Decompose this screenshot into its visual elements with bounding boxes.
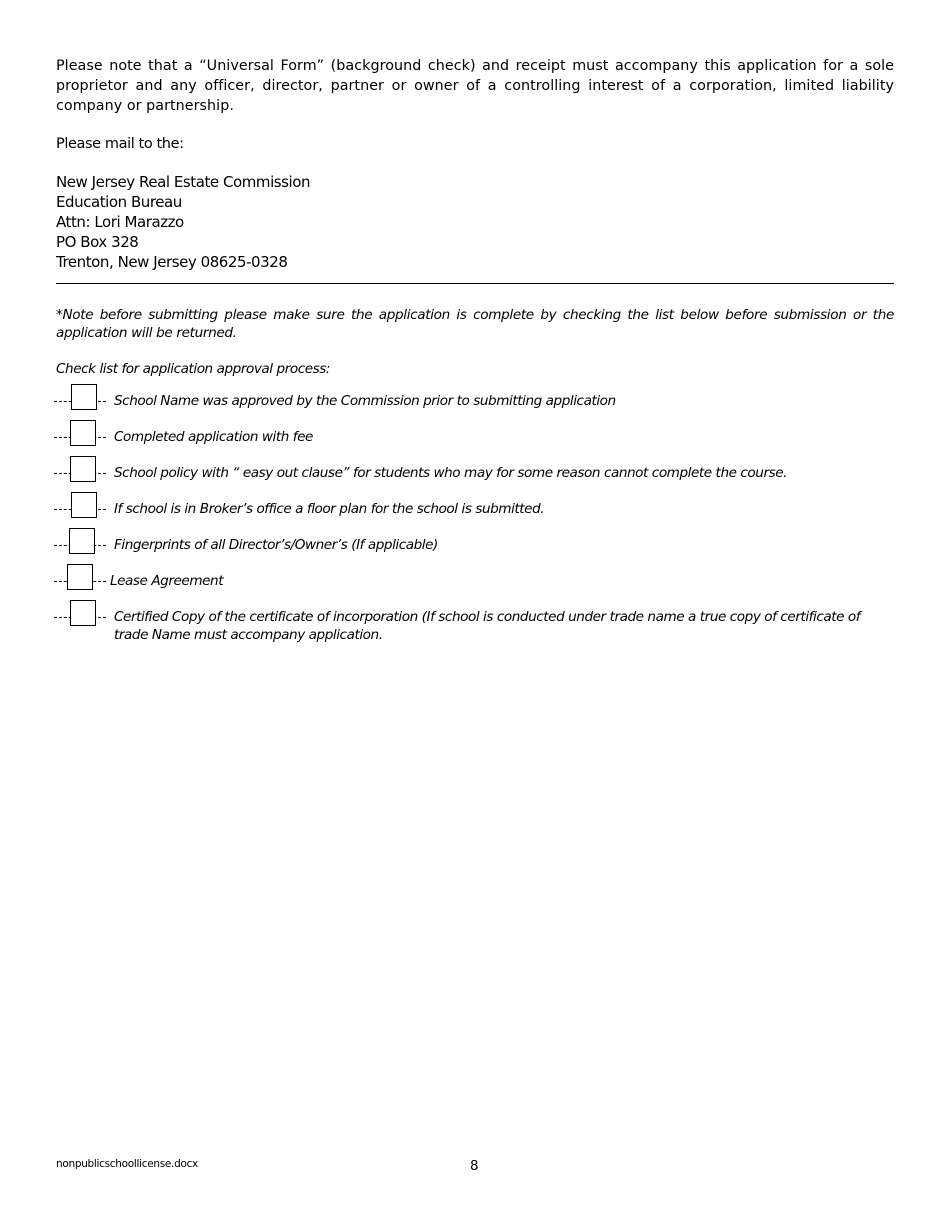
checklist-item-lease-agreement bbox=[56, 566, 894, 602]
checkbox-floor-plan[interactable] bbox=[71, 492, 97, 518]
checklist-item-certificate bbox=[56, 602, 894, 644]
checklist-title: Check list for application approval process: bbox=[56, 361, 331, 377]
checklist-item-label: Certified Copy of the certificate of incorporation (If school is conducted under trade name a true copy of certificate of trade Name must accompany application. bbox=[114, 609, 861, 643]
checklist-item-school-name bbox=[56, 386, 894, 422]
address-line-5: Trenton, New Jersey 08625-0328 bbox=[56, 253, 288, 271]
address-line-3: Attn: Lori Marazzo bbox=[56, 213, 184, 231]
address-line-2: Education Bureau bbox=[56, 193, 182, 211]
intro-paragraph: Please note that a “Universal Form” (background check) and receipt must accompany this application for a sole proprietor and any officer, director, partner or owner of a controlling interest of a corporation, limited liability company or partnership. bbox=[56, 58, 894, 114]
mailing-address bbox=[56, 172, 894, 272]
checklist-item-label: Fingerprints of all Director’s/Owner’s (If applicable) bbox=[114, 537, 438, 553]
checklist-item-label: Lease Agreement bbox=[110, 573, 224, 589]
checklist-item-fingerprints bbox=[56, 530, 894, 566]
checklist-item-label: School Name was approved by the Commission prior to submitting application bbox=[114, 393, 616, 409]
document-page bbox=[56, 56, 894, 644]
checkbox-school-name[interactable] bbox=[71, 384, 97, 410]
checklist-item-label: Completed application with fee bbox=[114, 429, 313, 445]
checklist-item-label: If school is in Broker’s office a floor plan for the school is submitted. bbox=[114, 501, 545, 517]
checkbox-school-policy[interactable] bbox=[70, 456, 96, 482]
mail-label: Please mail to the: bbox=[56, 136, 184, 152]
checkbox-certificate[interactable] bbox=[70, 600, 96, 626]
address-line-1: New Jersey Real Estate Commission bbox=[56, 173, 311, 191]
checklist-item-school-policy bbox=[56, 458, 894, 494]
checklist bbox=[56, 386, 894, 644]
checkbox-fingerprints[interactable] bbox=[69, 528, 95, 554]
checkbox-completed-application[interactable] bbox=[70, 420, 96, 446]
address-line-4: PO Box 328 bbox=[56, 233, 139, 251]
checklist-item-floor-plan bbox=[56, 494, 894, 530]
page-number: 8 bbox=[470, 1158, 479, 1174]
footer-filename: nonpublicschoollicense.docx bbox=[56, 1158, 198, 1170]
checklist-item-completed-application bbox=[56, 422, 894, 458]
separator-line bbox=[56, 274, 894, 284]
checklist-item-label: School policy with “ easy out clause” for students who may for some reason cannot complete the course. bbox=[114, 465, 788, 481]
submission-note: *Note before submitting please make sure the application is complete by checking the list below before submission or the application will be returned. bbox=[56, 307, 894, 341]
checkbox-lease-agreement[interactable] bbox=[67, 564, 93, 590]
